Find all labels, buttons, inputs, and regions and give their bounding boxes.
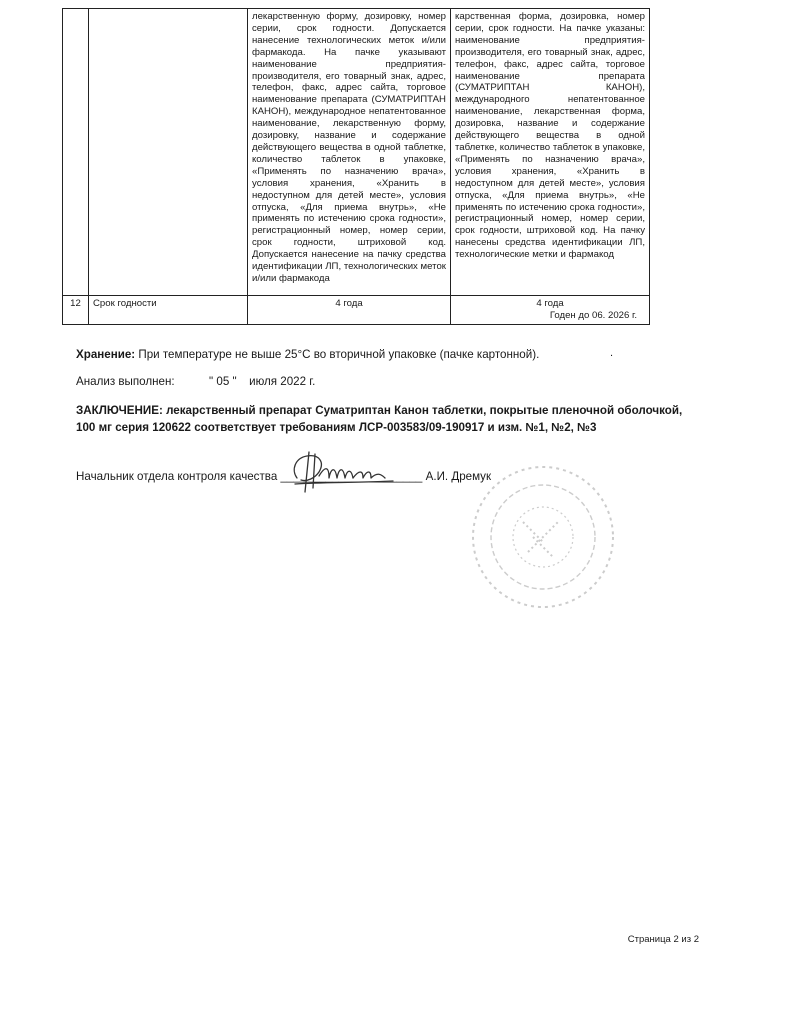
signature-line: [76, 470, 491, 483]
signer-name: А.И. Дремук: [425, 470, 492, 483]
row-number-cell: [63, 9, 89, 296]
table-row: [63, 296, 650, 325]
result-line: 4 года: [536, 298, 564, 309]
analysis-day: " 05 ": [209, 375, 237, 388]
handwritten-signature-icon: [285, 448, 400, 494]
analysis-label: Анализ выполнен:: [76, 375, 175, 388]
conclusion-text: лекарственный препарат Суматриптан Канон таблетки, покрытые пленочной оболочкой, 100 мг серия 120622 соответствует требованиям ЛСР-003583/09-190917 и изм. №1, №2, №3: [76, 404, 683, 434]
analysis-month-year: июля 2022 г.: [249, 375, 316, 388]
signer-title: Начальник отдела контроля качества: [76, 470, 278, 483]
requirement-cell: лекарственную форму, дозировку, номер серии, срок годности. Допускается нанесение технологических меток и/или фармакода. На пачке указывают наименование предприятия-производителя, его товарный знак, адрес, телефон, факс, адрес сайта, торговое наименование препарата (СУМАТРИПТАН КАНОН), международное непатентованное наименование, лекарственную форму, дозировку, название и содержание действующего вещества в одной таблетке, количество таблеток в упаковке, «Применять по назначению врача», условия хранения, «Хранить в недоступном для детей месте», условия отпуска, «Для приема внутрь», «Не применять по истечению срока годности», регистрационный номер, номер серии, срок годности, штриховой код. Допускается нанесение на пачку средства идентификации ЛП, технологических меток и/или фармакода: [248, 9, 451, 296]
storage-line: [76, 348, 539, 361]
expiry-date: Годен до 06. 2026 г.: [549, 309, 637, 321]
test-results-table: [62, 8, 650, 325]
company-stamp-icon: [468, 462, 618, 612]
storage-text: При температуре не выше 25°С во вторичной упаковке (пачке картонной).: [138, 348, 540, 361]
indicator-name-cell: [89, 9, 248, 296]
signature-blank: ______________________: [280, 470, 423, 483]
conclusion: [76, 402, 696, 436]
stray-mark: .: [610, 347, 614, 359]
storage-label: Хранение:: [76, 348, 136, 361]
row-number-cell: 12: [63, 296, 89, 325]
table-row: [63, 9, 650, 296]
result-cell: карственная форма, дозировка, номер серии, срок годности. На пачке указаны: наименование предприятия-производителя, его товарный знак, адрес, телефон, факс, адрес сайта, торговое наименование препарата (СУМАТРИПТАН КАНОН), международного непатентованное наименование, лекарственная форма, дозировка, название и содержание действующего вещества в одной таблетке, количество таблеток в упаковке, «Применять по назначению врача», условия хранения, «Хранить в недоступном для детей месте», условия отпуска, «Для приема внутрь», «Не применять по истечению срока годности», регистрационный номер, номер серии, срок годности, штриховой код. На пачку нанесены средства идентификации ЛП, технологические метки и фармакод: [451, 9, 650, 296]
analysis-line: [76, 375, 315, 388]
result-cell: [451, 296, 650, 325]
conclusion-label: ЗАКЛЮЧЕНИЕ:: [76, 404, 163, 417]
page-number: Страница 2 из 2: [627, 934, 699, 945]
indicator-name-cell: Срок годности: [89, 296, 248, 325]
requirement-cell: 4 года: [248, 296, 451, 325]
